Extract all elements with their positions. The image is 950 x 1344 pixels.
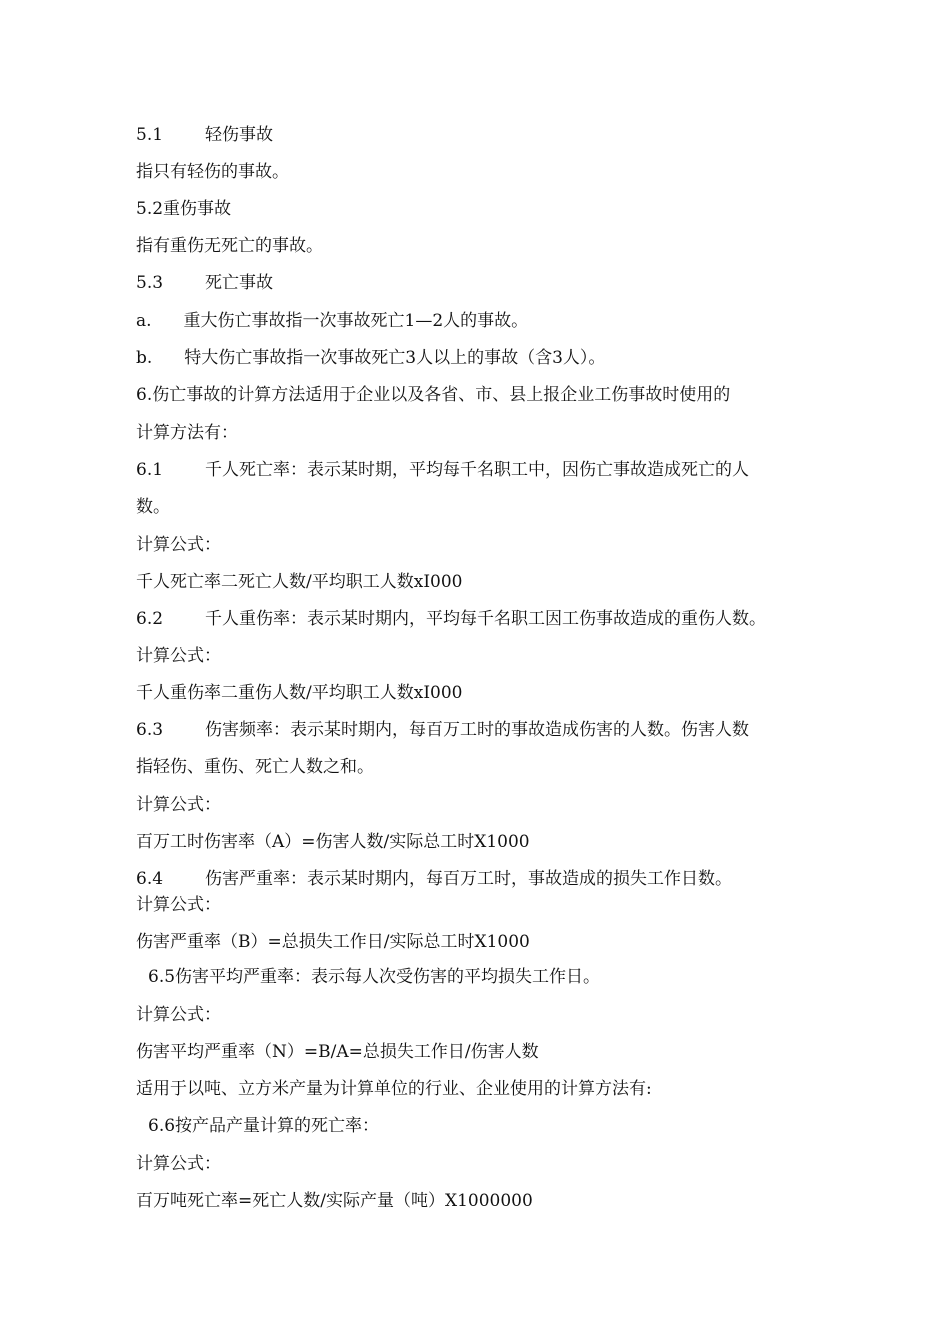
section-number: 6.2: [136, 609, 164, 629]
heading-5-1: [136, 124, 273, 146]
paragraph: 适用于以吨、立方米产量为计算单位的行业、企业使用的计算方法有:: [136, 1079, 652, 1099]
section-number: 6.4: [136, 869, 164, 889]
formula-label: 计算公式：: [136, 895, 221, 915]
section-number: 6.1: [136, 460, 164, 480]
formula: 伤害严重率（B）=总损失工作日/实际总工时X1000: [136, 932, 530, 952]
heading-6-4: [136, 868, 732, 890]
section-number: 5.1: [136, 125, 164, 145]
heading-6-3: [136, 719, 749, 741]
heading-6-5: 6.5伤害平均严重率：表示每人次受伤害的平均损失工作日。: [148, 967, 601, 987]
formula: 伤害平均严重率（N）=B/A=总损失工作日/伤害人数: [136, 1042, 539, 1062]
section-text: 千人死亡率：表示某时期，平均每千名职工中，因伤亡事故造成死亡的人: [205, 460, 750, 480]
list-item-b: [136, 347, 605, 369]
formula-label: 计算公式：: [136, 646, 221, 666]
list-item-a: [136, 310, 528, 332]
paragraph: 指有重伤无死亡的事故。: [136, 236, 323, 256]
formula: 百万工时伤害率（A）=伤害人数/实际总工时X1000: [136, 832, 530, 852]
paragraph: 数。: [136, 497, 170, 517]
formula: 千人重伤率二重伤人数/平均职工人数xI000: [136, 683, 463, 703]
heading-6-1: [136, 459, 749, 481]
heading-6-line2: 计算方法有：: [136, 423, 238, 443]
list-text: 特大伤亡事故指一次事故死亡3人以上的事故（含3人）。: [184, 348, 606, 368]
heading-5-3: [136, 272, 273, 294]
formula-label: 计算公式：: [136, 1154, 221, 1174]
list-label: b.: [136, 348, 153, 368]
section-title: 轻伤事故: [205, 125, 274, 145]
formula-label: 计算公式：: [136, 795, 221, 815]
heading-5-2: 5.2重伤事故: [136, 199, 232, 219]
section-number: 5.3: [136, 273, 164, 293]
paragraph: 指只有轻伤的事故。: [136, 162, 289, 182]
formula: 千人死亡率二死亡人数/平均职工人数xI000: [136, 572, 463, 592]
list-label: a.: [136, 311, 152, 331]
heading-6-6: 6.6按产品产量计算的死亡率：: [148, 1116, 380, 1136]
section-text: 千人重伤率：表示某时期内，平均每千名职工因工伤事故造成的重伤人数。: [205, 609, 767, 629]
section-number: 6.3: [136, 720, 164, 740]
formula-label: 计算公式：: [136, 535, 221, 555]
paragraph: 指轻伤、重伤、死亡人数之和。: [136, 757, 374, 777]
formula-label: 计算公式：: [136, 1005, 221, 1025]
list-text: 重大伤亡事故指一次事故死亡1—2人的事故。: [183, 311, 529, 331]
heading-6-line1: 6.伤亡事故的计算方法适用于企业以及各省、市、县上报企业工伤事故时使用的: [136, 385, 731, 405]
section-text: 伤害频率：表示某时期内，每百万工时的事故造成伤害的人数。伤害人数: [205, 720, 750, 740]
section-text: 伤害严重率：表示某时期内，每百万工时，事故造成的损失工作日数。: [205, 869, 733, 889]
section-title: 死亡事故: [205, 273, 274, 293]
formula: 百万吨死亡率=死亡人数/实际产量（吨）X1000000: [136, 1191, 533, 1211]
heading-6-2: [136, 608, 766, 630]
